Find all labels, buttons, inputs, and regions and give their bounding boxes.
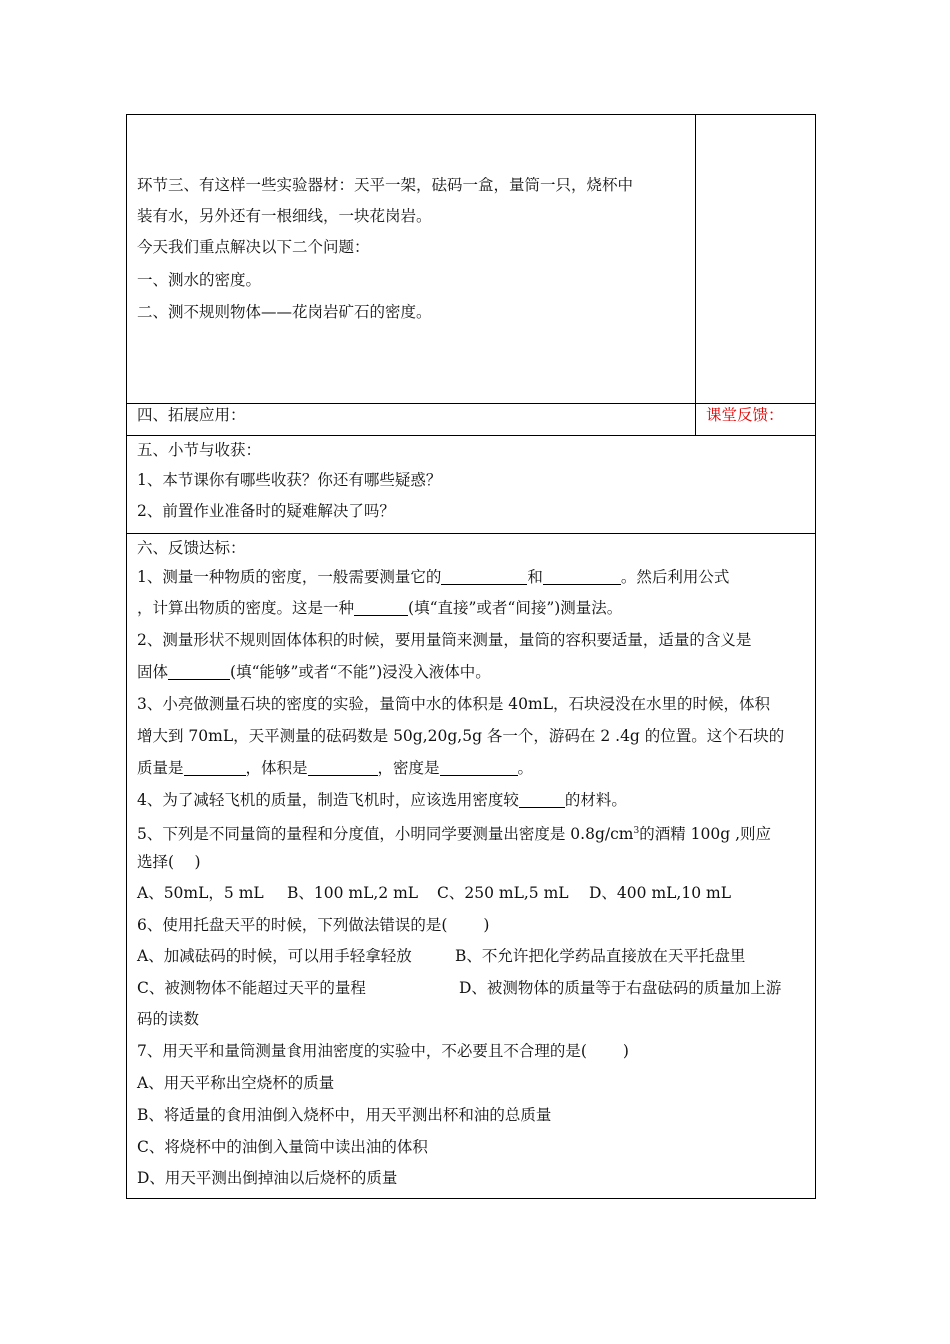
question-text: ，密度是	[377, 759, 440, 777]
answer-blank[interactable]	[440, 759, 518, 776]
option-c: C、将烧杯中的油倒入量筒中读出油的体积	[137, 1138, 428, 1156]
row-divider	[127, 533, 815, 534]
question-text: 质量是	[137, 759, 184, 777]
question-text: (填“能够”或者“不能”)浸没入液体中。	[230, 663, 491, 681]
question-text: 和	[527, 568, 543, 586]
answer-blank[interactable]	[354, 599, 408, 616]
answer-blank[interactable]	[308, 759, 378, 776]
question-text: 的酒精 100g ,则应	[639, 825, 771, 844]
question-text: ，计算出物质的密度。这是一种	[137, 599, 355, 617]
question-6-options-cd	[137, 978, 781, 998]
question-text: 5、下列是不同量筒的量程和分度值，小明同学要测量出密度是 0.8g/cm	[137, 825, 634, 844]
question-3-line-2: 增大到 70mL，天平测量的砝码数是 50g,20g,5g 各一个，游码在 2 .4g 的位置。这个石块的	[137, 727, 785, 745]
option-a: A、用天平称出空烧杯的质量	[137, 1074, 335, 1092]
question-text: ，体积是	[245, 759, 308, 777]
option-a: A、加减砝码的时候，可以用手轻拿轻放	[137, 947, 412, 965]
section-3-line: 今天我们重点解决以下二个问题：	[137, 238, 370, 256]
question-5-line-2: 选择( )	[137, 853, 201, 871]
answer-blank[interactable]	[543, 568, 621, 585]
section-6-title: 六、反馈达标：	[137, 539, 246, 557]
question-text: 1、测量一种物质的密度，一般需要测量它的	[137, 568, 442, 586]
superscript: 3	[633, 826, 640, 836]
option-d: D、用天平测出倒掉油以后烧杯的质量	[137, 1169, 398, 1187]
section-3-line: 一、测水的密度。	[137, 271, 262, 289]
option-b: B、将适量的食用油倒入烧杯中，用天平测出杯和油的总质量	[137, 1106, 552, 1124]
section-3-cell	[127, 115, 695, 403]
answer-blank[interactable]	[168, 663, 230, 680]
question-5-options	[137, 883, 731, 903]
question-text: 。	[517, 759, 534, 777]
option-c: C、250 mL,5 mL	[437, 884, 569, 902]
section-3-line: 二、测不规则物体——花岗岩矿石的密度。	[137, 303, 432, 321]
section-3-line: 环节三、有这样一些实验器材：天平一架，砝码一盒，量筒一只，烧杯中	[137, 176, 634, 194]
worksheet-table	[126, 114, 816, 1199]
question-text: 。然后利用公式	[620, 568, 730, 586]
option-d: D、被测物体的质量等于右盘砝码的质量加上游	[459, 979, 782, 997]
question-text: 的材料。	[564, 791, 627, 809]
question-7: 7、用天平和量筒测量食用油密度的实验中，不必要且不合理的是( )	[137, 1042, 629, 1060]
section-5-title: 五、小节与收获：	[137, 441, 262, 459]
classroom-feedback-label: 课堂反馈：	[706, 406, 784, 424]
section-5-question: 2、前置作业准备时的疑难解决了吗？	[137, 502, 395, 520]
option-c: C、被测物体不能超过天平的量程	[137, 979, 366, 997]
question-3-line-1: 3、小亮做测量石块的密度的实验，量筒中水的体积是 40mL，石块浸没在水里的时候，体积	[137, 695, 771, 713]
question-text: 4、为了减轻飞机的质量，制造飞机时，应该选用密度较	[137, 791, 519, 809]
column-divider	[695, 115, 696, 435]
question-4	[137, 790, 627, 810]
option-d: D、400 mL,10 mL	[589, 884, 731, 902]
section-4-title: 四、拓展应用：	[137, 406, 246, 424]
option-b: B、100 mL,2 mL	[287, 884, 419, 902]
section-3-line: 装有水，另外还有一根细线，一块花岗岩。	[137, 207, 432, 225]
question-1-line-1	[137, 567, 729, 587]
answer-blank[interactable]	[184, 759, 246, 776]
answer-blank[interactable]	[441, 568, 527, 585]
question-text: (填“直接”或者“间接”)测量法。	[408, 599, 623, 617]
row-divider	[127, 435, 815, 436]
option-b: B、不允许把化学药品直接放在天平托盘里	[455, 947, 746, 965]
question-6-option-d-cont: 码的读数	[137, 1010, 200, 1028]
question-2-line-1: 2、测量形状不规则固体体积的时候，要用量筒来测量，量筒的容积要适量，适量的含义是	[137, 631, 752, 649]
section-5-question: 1、本节课你有哪些收获？你还有哪些疑惑？	[137, 471, 442, 489]
answer-blank[interactable]	[519, 791, 565, 808]
row-divider	[127, 403, 815, 404]
question-6-options-ab	[137, 946, 745, 966]
question-6: 6、使用托盘天平的时候，下列做法错误的是( )	[137, 916, 490, 934]
question-1-line-2	[137, 598, 622, 618]
question-5-line-1	[137, 821, 771, 844]
option-a: A、50mL，5 mL	[137, 884, 264, 902]
question-3-line-3	[137, 758, 533, 778]
question-text: 固体	[137, 663, 169, 681]
question-2-line-2	[137, 662, 491, 682]
